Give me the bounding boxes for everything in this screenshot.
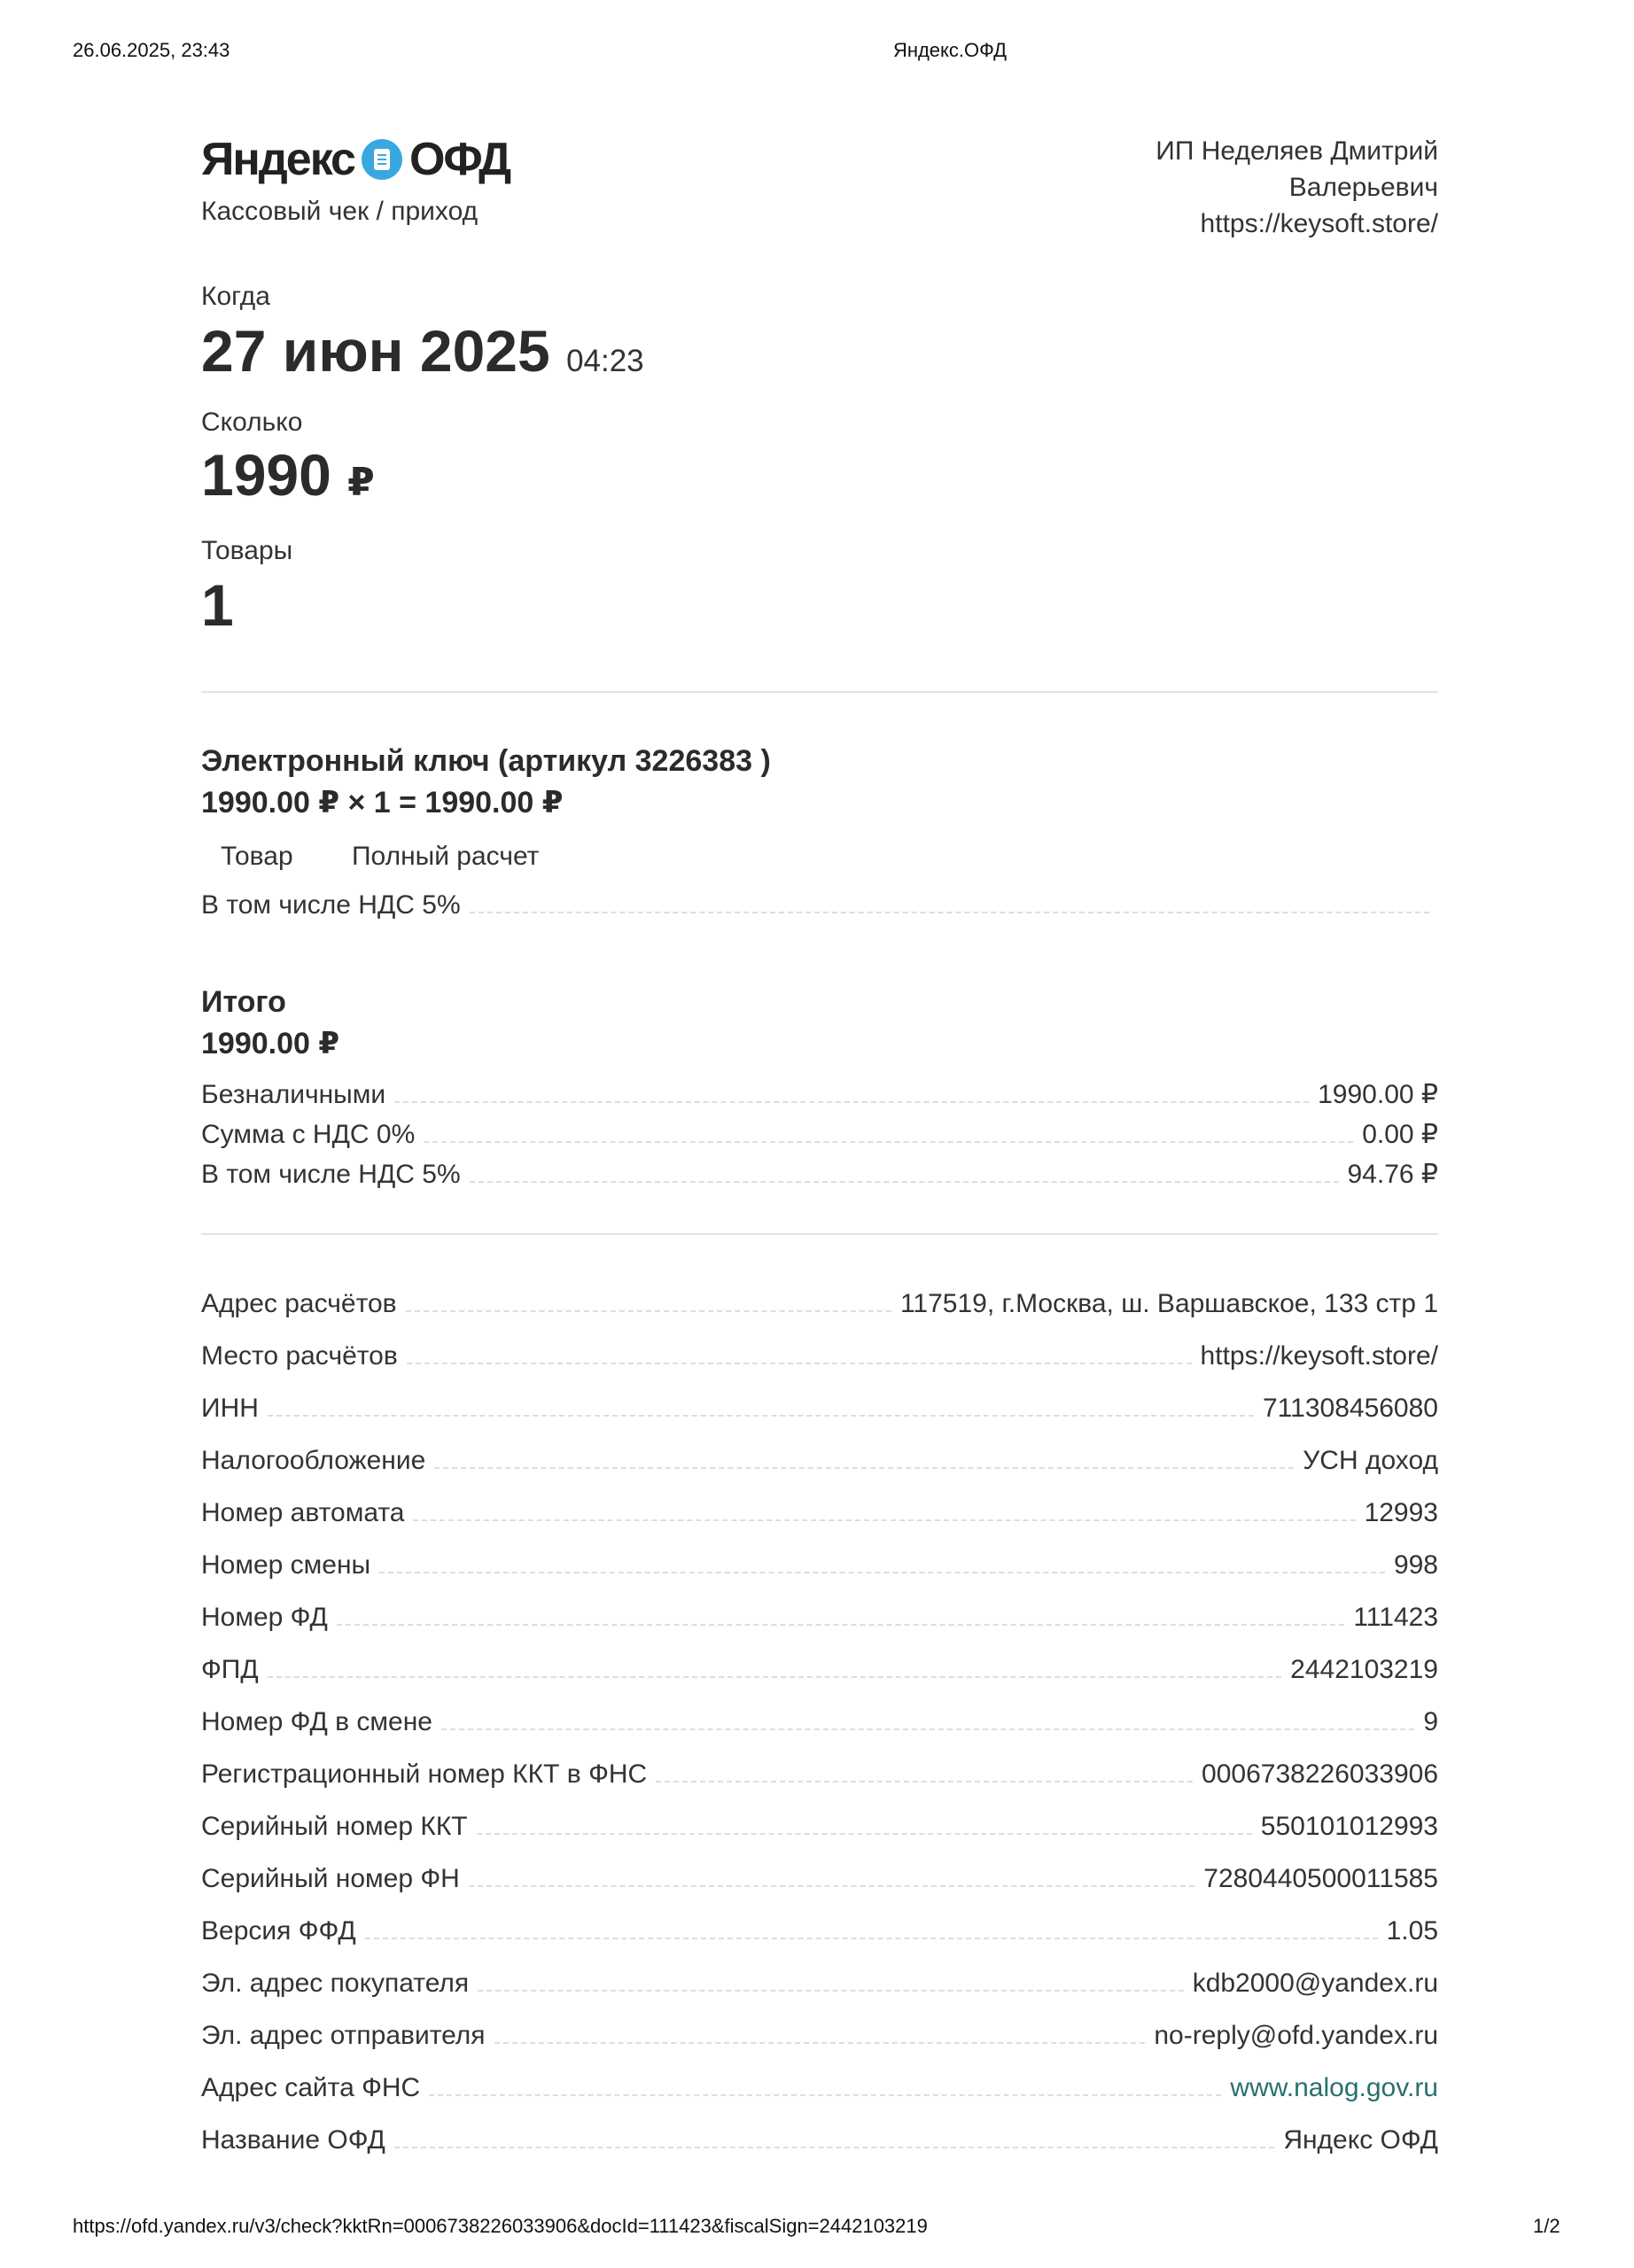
total-row-value: 0.00 ₽ <box>1362 1120 1438 1149</box>
dotted-leader <box>469 1885 1194 1887</box>
detail-label: Налогообложение <box>201 1446 426 1475</box>
detail-value: 0006738226033906 <box>1202 1759 1438 1789</box>
detail-label: Номер ФД <box>201 1603 328 1632</box>
when-label: Когда <box>201 282 270 311</box>
print-date: 26.06.2025, 23:43 <box>73 39 230 61</box>
detail-label: Адрес сайта ФНС <box>201 2073 421 2102</box>
detail-row <box>201 1916 1438 1946</box>
detail-row <box>201 1341 1438 1371</box>
total-row <box>201 1079 1438 1110</box>
dotted-leader <box>424 1141 1353 1143</box>
detail-label: Эл. адрес отправителя <box>201 2021 486 2050</box>
detail-label: Название ОФД <box>201 2125 385 2155</box>
receipt-date <box>201 317 644 384</box>
detail-value: 12993 <box>1364 1498 1438 1527</box>
item-vat-label: В том числе НДС 5% <box>201 890 461 920</box>
yandex-ofd-logo <box>201 133 510 186</box>
dotted-leader <box>379 1572 1385 1573</box>
detail-value: https://keysoft.store/ <box>1200 1341 1438 1371</box>
detail-row <box>201 2125 1438 2155</box>
dotted-leader <box>478 1990 1184 1992</box>
currency-sign: ₽ <box>347 461 375 504</box>
detail-value: 111423 <box>1353 1603 1438 1632</box>
detail-row <box>201 1289 1438 1319</box>
detail-row <box>201 1498 1438 1528</box>
detail-row <box>201 2073 1438 2103</box>
divider <box>201 1233 1438 1235</box>
total-row-value: 1990.00 ₽ <box>1318 1080 1438 1109</box>
dotted-leader <box>477 1833 1252 1835</box>
total-sum: 1990.00 ₽ <box>201 1027 340 1060</box>
detail-row <box>201 1394 1438 1424</box>
dotted-leader <box>413 1519 1355 1521</box>
item-tag-type: Товар <box>221 842 293 871</box>
goods-count: 1 <box>201 572 234 638</box>
print-title: Яндекс.ОФД <box>892 39 1008 61</box>
total-row-value: 94.76 ₽ <box>1347 1160 1438 1189</box>
detail-row <box>201 1446 1438 1476</box>
detail-row <box>201 1655 1438 1685</box>
detail-value: 711308456080 <box>1263 1394 1438 1423</box>
dotted-leader <box>268 1676 1281 1678</box>
detail-row <box>201 1864 1438 1894</box>
dotted-leader <box>407 1363 1192 1364</box>
item-tags <box>221 842 590 872</box>
detail-label: Версия ФФД <box>201 1916 356 1946</box>
dotted-leader <box>470 912 1429 913</box>
detail-value: 2442103219 <box>1290 1655 1438 1684</box>
detail-value: 7280440500011585 <box>1203 1864 1438 1893</box>
detail-row <box>201 1603 1438 1633</box>
total-title: Итого <box>201 985 286 1019</box>
dotted-leader <box>441 1728 1414 1730</box>
logo-left-text: Яндекс <box>201 134 354 185</box>
dotted-leader <box>406 1310 891 1312</box>
detail-label: Серийный номер ККТ <box>201 1812 468 1841</box>
dotted-leader <box>470 1181 1339 1183</box>
total-row <box>201 1119 1438 1150</box>
dotted-leader <box>429 2094 1221 2096</box>
detail-value: 1.05 <box>1386 1916 1438 1946</box>
dotted-leader <box>365 1938 1378 1939</box>
detail-value: 998 <box>1393 1550 1438 1580</box>
logo-right-text: ОФД <box>408 134 510 185</box>
dotted-leader <box>394 1101 1309 1103</box>
item-vat-row <box>201 890 1438 920</box>
total-row-label: Безналичными <box>201 1080 386 1109</box>
detail-value: 117519, г.Москва, ш. Варшавское, 133 стр 1 <box>899 1289 1438 1318</box>
seller-name-line1: ИП Неделяев Дмитрий <box>1155 136 1438 166</box>
detail-label: ИНН <box>201 1394 259 1423</box>
total-row-label: В том числе НДС 5% <box>201 1160 461 1189</box>
detail-label: Эл. адрес покупателя <box>201 1969 470 1998</box>
amount-value <box>201 441 375 509</box>
detail-label: ФПД <box>201 1655 259 1684</box>
dotted-leader <box>337 1624 1345 1626</box>
detail-row <box>201 2021 1438 2051</box>
seller-info <box>1084 133 1438 242</box>
dotted-leader <box>394 2147 1274 2148</box>
detail-value: УСН доход <box>1303 1446 1438 1475</box>
detail-row <box>201 1812 1438 1842</box>
detail-label: Место расчётов <box>201 1341 398 1371</box>
time-value: 04:23 <box>566 344 644 378</box>
receipt <box>201 133 1438 2155</box>
fns-site-link[interactable]: www.nalog.gov.ru <box>1230 2073 1438 2102</box>
receipt-icon <box>362 139 402 180</box>
divider <box>201 691 1438 693</box>
total-row <box>201 1159 1438 1190</box>
date-value: 27 июн 2025 <box>201 318 550 384</box>
dotted-leader <box>656 1781 1193 1783</box>
dotted-leader <box>434 1467 1294 1469</box>
detail-label: Регистрационный номер ККТ в ФНС <box>201 1759 648 1789</box>
detail-label: Адрес расчётов <box>201 1289 397 1318</box>
detail-label: Номер автомата <box>201 1498 405 1527</box>
detail-row <box>201 1759 1438 1790</box>
detail-value: 550101012993 <box>1260 1812 1438 1841</box>
detail-row <box>201 1969 1438 1999</box>
receipt-type: Кассовый чек / приход <box>201 197 479 226</box>
detail-row <box>201 1707 1438 1737</box>
dotted-leader <box>494 2042 1146 2044</box>
detail-label: Номер ФД в смене <box>201 1707 432 1736</box>
detail-value: no-reply@ofd.yandex.ru <box>1154 2021 1438 2050</box>
goods-label: Товары <box>201 536 293 565</box>
dotted-leader <box>268 1415 1254 1417</box>
seller-site: https://keysoft.store/ <box>1200 209 1438 238</box>
seller-name-line2: Валерьевич <box>1288 173 1438 202</box>
detail-value: 9 <box>1423 1707 1438 1736</box>
item-tag-payment: Полный расчет <box>351 842 540 871</box>
page-number: 1/2 <box>1533 2215 1560 2237</box>
detail-value: kdb2000@yandex.ru <box>1192 1969 1438 1998</box>
detail-label: Серийный номер ФН <box>201 1864 460 1893</box>
amount-number: 1990 <box>201 442 331 508</box>
amount-label: Сколько <box>201 408 303 437</box>
detail-value: Яндекс ОФД <box>1283 2125 1438 2155</box>
total-row-label: Сумма с НДС 0% <box>201 1120 416 1149</box>
detail-label: Номер смены <box>201 1550 371 1580</box>
detail-row <box>201 1550 1438 1581</box>
print-url: https://ofd.yandex.ru/v3/check?kktRn=0006738226033906&docId=111423&fiscalSign=2442103219 <box>73 2215 928 2237</box>
item-calc: 1990.00 ₽ × 1 = 1990.00 ₽ <box>201 786 564 819</box>
receipt-header <box>201 133 1438 310</box>
item-title: Электронный ключ (артикул 3226383 ) <box>201 744 771 778</box>
